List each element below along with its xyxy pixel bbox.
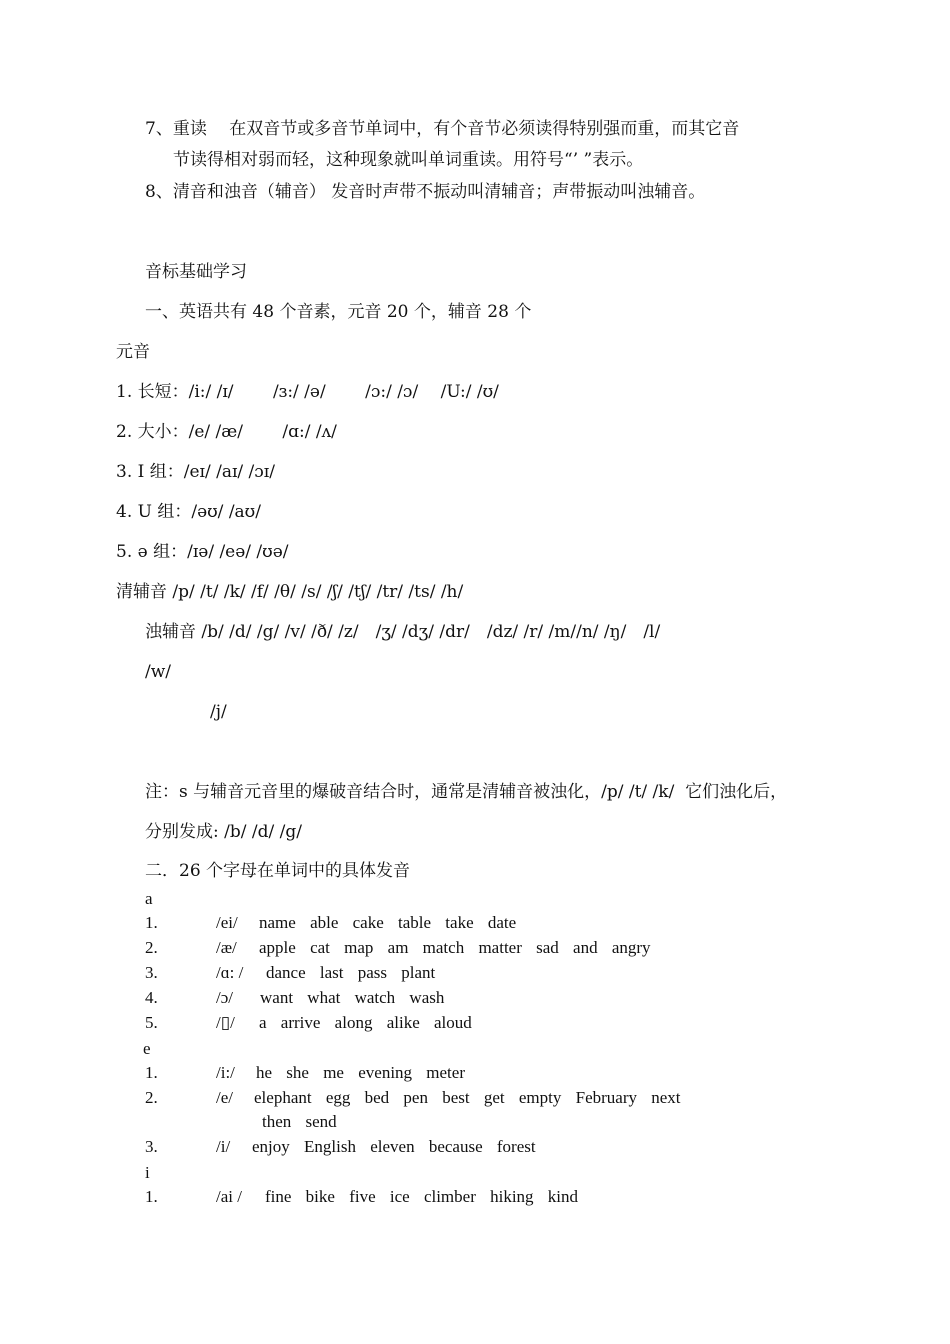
example-words: elephant egg bed pen best get empty February next xyxy=(254,1088,681,1107)
section-heading: 音标基础学习 xyxy=(145,262,247,282)
point-one: 一、英语共有 48 个音素，元音 20 个，辅音 28 个 xyxy=(145,302,532,322)
note-line-2: 分别发成: /b/ /d/ /g/ xyxy=(145,822,302,842)
phonetic-symbol: /i:/ xyxy=(216,1063,235,1082)
example-words: dance last pass plant xyxy=(266,963,436,982)
item-7-line-2: 节读得相对弱而轻，这种现象就叫单词重读。用符号“’ ”表示。 xyxy=(173,150,644,170)
phonetic-symbol: /ɔ/ xyxy=(216,988,233,1007)
vowel-row-4: 4. U 组：/əʊ/ /aʊ/ xyxy=(116,502,261,522)
item-number: 5. xyxy=(145,1013,158,1032)
item-7-line-1: 7、重读 在双音节或多音节单词中，有个音节必须读得特别强而重，而其它音 xyxy=(145,119,740,139)
vowel-row-2: 2. 大小：/e/ /æ/ /ɑ:/ /ʌ/ xyxy=(116,422,337,442)
phonetic-symbol: /ei/ xyxy=(216,913,238,932)
list-item xyxy=(0,1187,950,1209)
point-two: 二．26 个字母在单词中的具体发音 xyxy=(145,861,411,881)
example-words: apple cat map am match matter sad and angry xyxy=(259,938,651,957)
phonetic-symbol: /e/ xyxy=(216,1088,233,1107)
list-item xyxy=(0,913,950,935)
vowel-row-5: 5. ə 组：/ɪə/ /eə/ /ʊə/ xyxy=(116,542,289,562)
voiced-consonants-line-1: 浊辅音 /b/ /d/ /g/ /v/ /ð/ /z/ /ʒ/ /dʒ/ /dr/ /dz/ /r/ /m//n/ /ŋ/ /l/ xyxy=(145,622,661,642)
example-words: want what watch wash xyxy=(260,988,445,1007)
example-words: then send xyxy=(262,1112,337,1131)
letter-heading-a: a xyxy=(145,889,153,908)
note-line-1: 注：s 与辅音元音里的爆破音结合时，通常是清辅音被浊化，/p/ /t/ /k/ 它们浊化后， xyxy=(145,782,788,802)
vowel-row-3: 3. I 组：/eɪ/ /aɪ/ /ɔɪ/ xyxy=(116,462,275,482)
example-words: name able cake table take date xyxy=(259,913,517,932)
item-number: 3. xyxy=(145,1137,158,1156)
list-item xyxy=(0,1063,950,1085)
item-number: 4. xyxy=(145,988,158,1007)
phonetic-symbol: /▯/ xyxy=(216,1013,235,1032)
item-number: 1. xyxy=(145,913,158,932)
phonetic-symbol: /ɑ: / xyxy=(216,963,244,982)
list-item xyxy=(0,1137,950,1159)
phonetic-symbol: /i/ xyxy=(216,1137,231,1156)
list-item xyxy=(0,938,950,960)
list-item xyxy=(0,1013,950,1035)
item-number: 2. xyxy=(145,938,158,957)
item-number: 1. xyxy=(145,1063,158,1082)
list-item xyxy=(0,988,950,1010)
phonetic-symbol: /ai / xyxy=(216,1187,242,1206)
letter-heading-i: i xyxy=(145,1163,150,1182)
item-number: 3. xyxy=(145,963,158,982)
example-words: a arrive along alike aloud xyxy=(259,1013,472,1032)
list-item xyxy=(0,1088,950,1110)
item-8: 8、清音和浊音（辅音） 发音时声带不振动叫清辅音；声带振动叫浊辅音。 xyxy=(145,182,706,202)
example-words: fine bike five ice climber hiking kind xyxy=(265,1187,579,1206)
list-item-continuation xyxy=(0,1112,950,1134)
voiced-consonants-line-2: /w/ xyxy=(145,662,172,682)
vowel-row-1: 1. 长短：/i:/ /ɪ/ /ɜ:/ /ə/ /ɔ:/ /ɔ/ /U:/ /ʊ/ xyxy=(116,382,499,402)
letter-heading-e: e xyxy=(143,1039,151,1058)
voiceless-consonants: 清辅音 /p/ /t/ /k/ /f/ /θ/ /s/ /ʃ/ /tʃ/ /tr/ /ts/ /h/ xyxy=(116,582,464,602)
item-number: 2. xyxy=(145,1088,158,1107)
phonetic-symbol: /æ/ xyxy=(216,938,237,957)
example-words: he she me evening meter xyxy=(256,1063,465,1082)
example-words: enjoy English eleven because forest xyxy=(252,1137,536,1156)
voiced-consonants-line-3: /j/ xyxy=(210,702,227,722)
list-item xyxy=(0,963,950,985)
vowel-label: 元音 xyxy=(116,342,150,362)
item-number: 1. xyxy=(145,1187,158,1206)
